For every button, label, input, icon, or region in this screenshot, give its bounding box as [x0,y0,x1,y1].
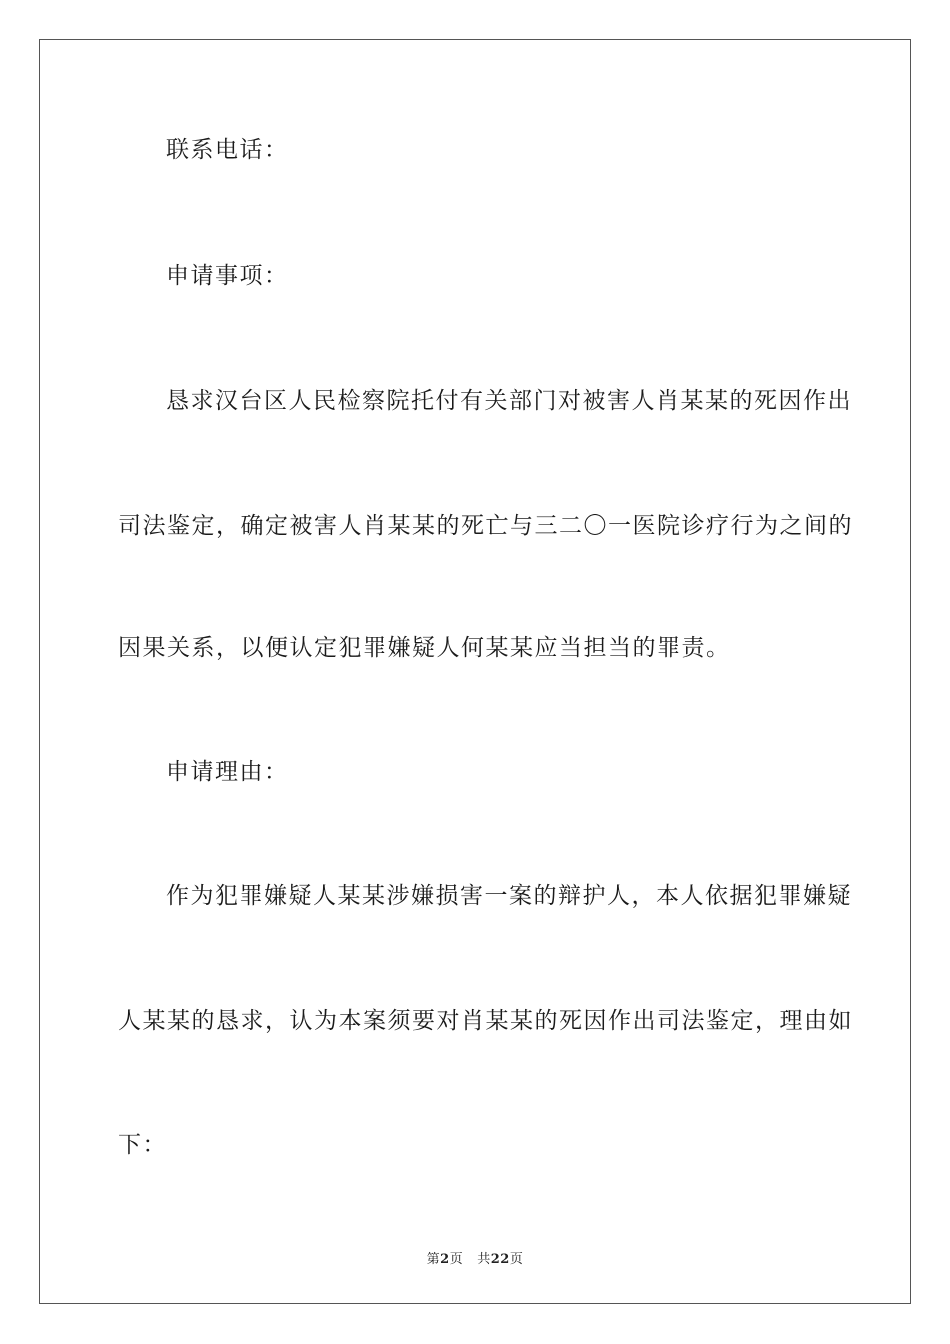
footer-page-total: 22 [490,1252,510,1267]
request-items-heading: 申请事项： [166,263,289,289]
request-paragraph-line-1: 恳求汉台区人民检察院托付有关部门对被害人肖某某的死因作出 [166,388,852,414]
footer-page-suffix: 页 [449,1252,464,1267]
contact-phone-label: 联系电话： [166,137,289,163]
request-paragraph-line-2: 司法鉴定，确定被害人肖某某的死亡与三二〇一医院诊疗行为之间的 [118,513,853,539]
reason-paragraph-line-2: 人某某的恳求，认为本案须要对肖某某的死因作出司法鉴定，理由如 [118,1008,853,1034]
footer-page-prefix: 第 [426,1252,441,1267]
reason-paragraph-line-1: 作为犯罪嫌疑人某某涉嫌损害一案的辩护人，本人依据犯罪嫌疑 [166,883,852,909]
footer-total-suffix: 页 [509,1252,524,1267]
page-frame [39,39,911,1304]
request-reason-heading: 申请理由： [166,759,289,785]
request-paragraph-line-3: 因果关系，以便认定犯罪嫌疑人何某某应当担当的罪责。 [118,635,731,661]
reason-paragraph-line-3: 下： [118,1132,167,1158]
footer-total-prefix: 共 [477,1252,491,1267]
footer-page-current: 2 [440,1252,450,1267]
page-footer [0,1248,950,1267]
